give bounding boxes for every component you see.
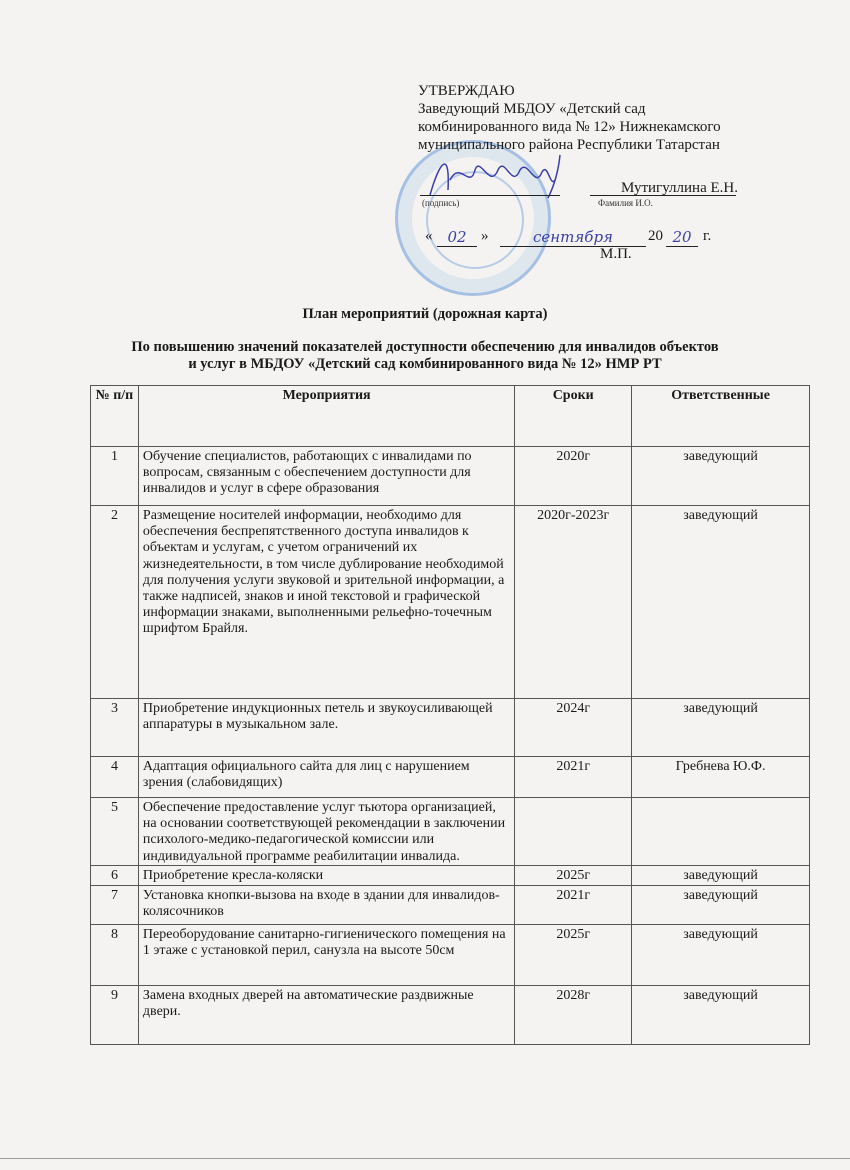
table-row [91, 447, 810, 506]
row-number: 2 [91, 506, 139, 699]
row-number: 1 [91, 447, 139, 506]
row-event: Переоборудование санитарно-гигиенического помещения на 1 этаже с установкой перил, санузла на высоте 50см [138, 924, 514, 985]
approval-line: муниципального района Республики Татарстан [418, 137, 720, 153]
date-year-unit: г. [703, 228, 712, 244]
row-event: Приобретение кресла-коляски [138, 865, 514, 885]
row-term: 2020г [515, 447, 632, 506]
signature-label: (подпись) [422, 198, 460, 208]
row-responsible [632, 798, 810, 866]
approver-name: Мутигуллина Е.Н. [621, 180, 738, 196]
row-event: Установка кнопки-вызова на входе в здании для инвалидов-колясочников [138, 885, 514, 924]
row-responsible: заведующий [632, 924, 810, 985]
table-header-row [91, 386, 810, 447]
table-row [91, 798, 810, 866]
date-year-suffix: 20 [666, 228, 698, 247]
table-row [91, 757, 810, 798]
row-number: 8 [91, 924, 139, 985]
date-close-quote: » [481, 228, 489, 244]
signature-line [420, 195, 560, 196]
row-number: 4 [91, 757, 139, 798]
row-event: Размещение носителей информации, необходимо для обеспечения беспрепятственного доступа инвалидов к объектам и услугам, с учетом ограничений их жизнедеятельности, в том числе дублирование необходимой для получения услуги звуковой и зрительной информации, а также надписей, знаков и иной текстовой и графической информации знаками, выполненными рельефно-точечным шрифтом Брайля. [138, 506, 514, 699]
row-responsible: заведующий [632, 447, 810, 506]
row-number: 7 [91, 885, 139, 924]
header-number: № п/п [91, 386, 139, 447]
row-term: 2021г [515, 757, 632, 798]
row-term: 2024г [515, 699, 632, 757]
row-number: 9 [91, 985, 139, 1044]
events-table [90, 385, 810, 1045]
table-row [91, 924, 810, 985]
header-term: Сроки [515, 386, 632, 447]
approval-block [418, 82, 721, 154]
row-number: 6 [91, 865, 139, 885]
header-event: Мероприятия [138, 386, 514, 447]
header-responsible: Ответственные [632, 386, 810, 447]
row-event: Адаптация официального сайта для лиц с нарушением зрения (слабовидящих) [138, 757, 514, 798]
seal-label: М.П. [600, 246, 632, 262]
row-event: Обучение специалистов, работающих с инвалидами по вопросам, связанным с обеспечением доступности для инвалидов и услуг в сфере образования [138, 447, 514, 506]
row-responsible: заведующий [632, 699, 810, 757]
date-open-quote: « [425, 228, 433, 244]
approval-line: Заведующий МБДОУ «Детский сад [418, 101, 646, 117]
row-responsible: Гребнева Ю.Ф. [632, 757, 810, 798]
date-month: сентября [500, 228, 646, 247]
row-number: 5 [91, 798, 139, 866]
row-term: 2028г [515, 985, 632, 1044]
row-event: Обеспечение предоставление услуг тьютора организацией, на основании соответствующей рекомендации в заключении психолого-медико-педагогической комиссии или индивидуальной программе реабилитации инвалида. [138, 798, 514, 866]
scan-edge-line [0, 1158, 850, 1159]
row-term: 2020г-2023г [515, 506, 632, 699]
row-event: Замена входных дверей на автоматические раздвижные двери. [138, 985, 514, 1044]
handwritten-signature [420, 150, 570, 200]
date-day: 02 [437, 228, 477, 247]
row-responsible: заведующий [632, 865, 810, 885]
table-row [91, 985, 810, 1044]
row-number: 3 [91, 699, 139, 757]
name-label: Фамилия И.О. [598, 198, 653, 208]
document-subtitle-line: По повышению значений показателей доступности обеспечению для инвалидов объектов [131, 339, 719, 355]
row-responsible: заведующий [632, 885, 810, 924]
table-row [91, 865, 810, 885]
row-responsible: заведующий [632, 506, 810, 699]
row-term: 2025г [515, 865, 632, 885]
row-responsible: заведующий [632, 985, 810, 1044]
document-subtitle-line: и услуг в МБДОУ «Детский сад комбинированного вида № 12» НМР РТ [188, 356, 662, 372]
row-term [515, 798, 632, 866]
row-term: 2025г [515, 924, 632, 985]
table-row [91, 699, 810, 757]
table-row [91, 885, 810, 924]
row-term: 2021г [515, 885, 632, 924]
approval-heading: УТВЕРЖДАЮ [418, 83, 515, 99]
approval-line: комбинированного вида № 12» Нижнекамского [418, 119, 721, 135]
document-title: План мероприятий (дорожная карта) [302, 306, 548, 322]
row-event: Приобретение индукционных петель и звукоусиливающей аппаратуры в музыкальном зале. [138, 699, 514, 757]
table-row [91, 506, 810, 699]
date-year-prefix: 20 [648, 228, 663, 244]
